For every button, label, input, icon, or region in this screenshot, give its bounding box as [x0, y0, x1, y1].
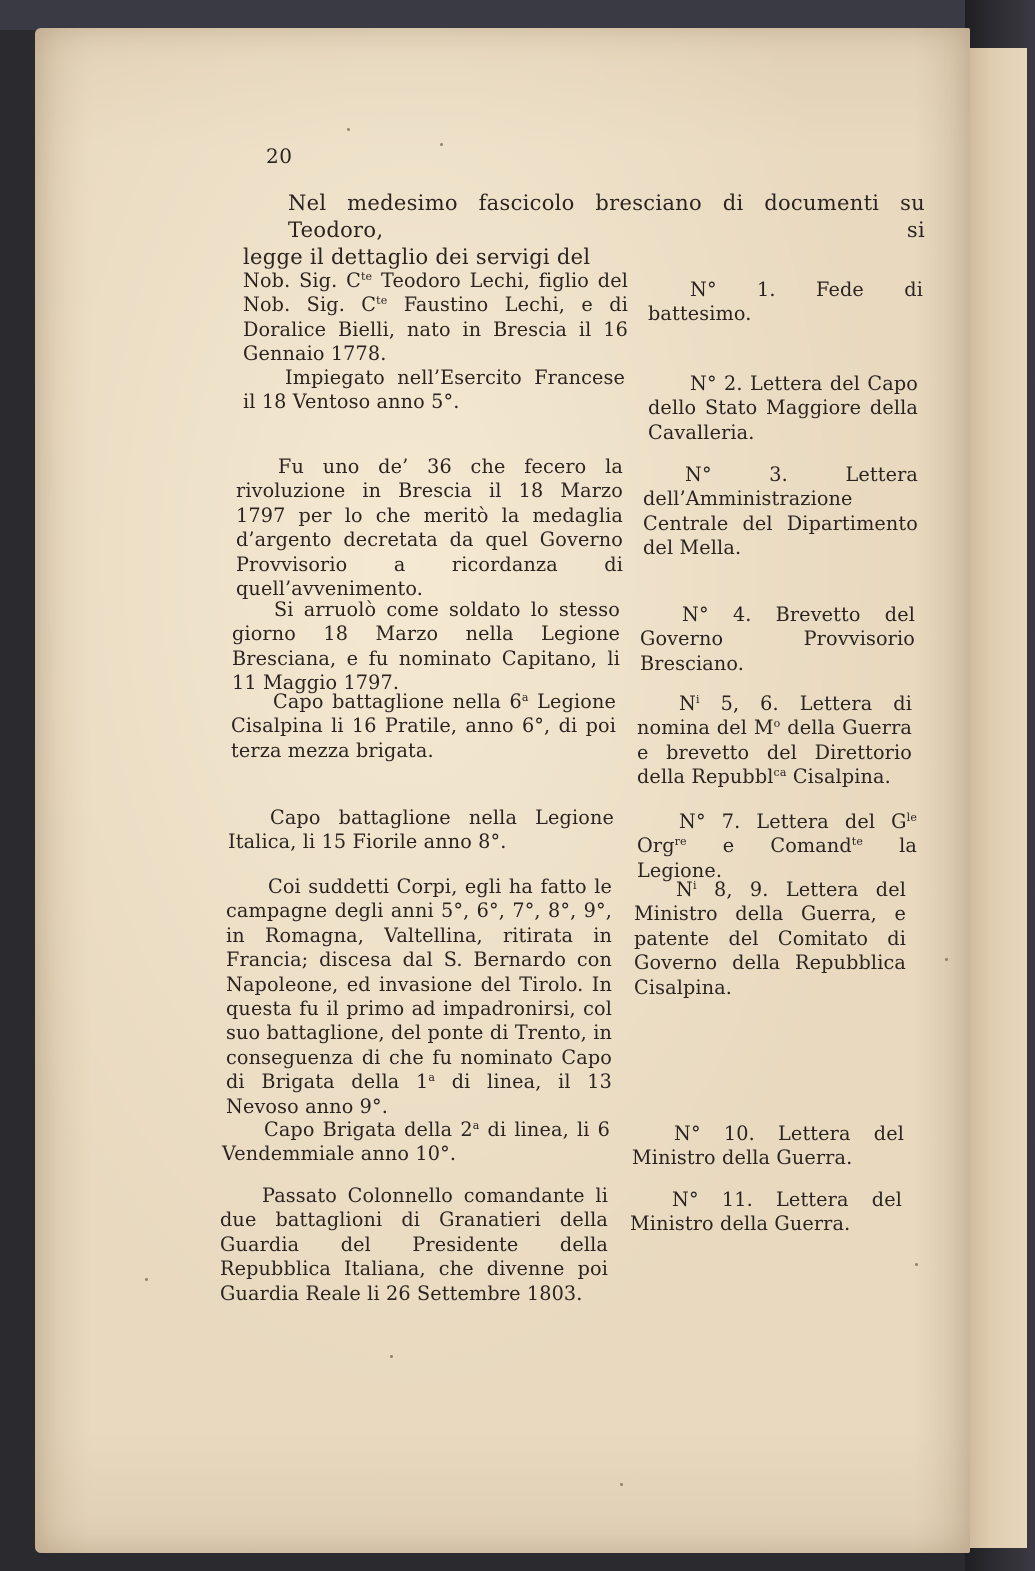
note-text: Cisalpina.	[786, 765, 891, 789]
service-entry: Capo battaglione nella Legione Italica, li 15 Fiorile anno 8°.	[228, 806, 614, 854]
intro-line-1: Nel medesimo fascicolo bresciano di documenti su Teodoro, si	[288, 191, 925, 242]
backdrop	[0, 0, 1035, 30]
document-note	[634, 878, 906, 1000]
entry-text: di linea, li 6 Vendemmiale anno 10°.	[222, 1118, 610, 1166]
note-text: 8, 9. Lettera del Ministro della Guerra, e patente del Comitato di Governo della Repubblica Cisalpina.	[634, 878, 906, 999]
document-note: N° 10. Lettera del Ministro della Guerra.	[632, 1122, 904, 1170]
adjacent-page-edge	[965, 48, 1027, 1548]
service-entry	[231, 690, 616, 763]
document-note	[637, 810, 917, 883]
note-text: N	[676, 878, 693, 901]
document-note	[637, 692, 912, 790]
note-text: della Guerra e brevetto del Direttorio della Repubbl	[637, 716, 912, 789]
entry-text: Nob. Sig. C	[243, 269, 361, 292]
superscript: ca	[773, 766, 787, 780]
superscript: re	[674, 835, 687, 849]
superscript: a	[521, 691, 529, 704]
intro-line-2: legge il dettaglio dei servigi del	[243, 245, 591, 269]
superscript: te	[360, 270, 373, 283]
document-note: N° 3. Lettera dell’Amministrazione Centrale del Dipartimento del Mella.	[643, 463, 918, 560]
service-entry: Passato Colonnello comandante li due battaglioni di Granatieri della Guardia del Presidente della Repubblica Italiana, che divenne poi Guardia Reale li 26 Settembre 1803.	[220, 1184, 608, 1305]
superscript: a	[472, 1119, 480, 1132]
superscript: te	[851, 835, 864, 849]
superscript: o	[773, 717, 781, 731]
superscript: i	[692, 879, 697, 892]
entry-text: di linea, il 13 Nevoso anno 9°.	[226, 1070, 612, 1118]
service-entry	[243, 269, 628, 367]
note-text: Org	[637, 834, 675, 858]
entry-text: Legione Cisalpina li 16 Pratile, anno 6°, di poi terza mezza brigata.	[231, 690, 616, 762]
service-entry	[226, 875, 612, 1119]
document-note: N° 2. Lettera del Capo dello Stato Maggiore della Cavalleria.	[648, 372, 918, 444]
superscript: le	[906, 811, 917, 824]
entry-text: Capo battaglione nella 6	[273, 690, 522, 713]
note-text: 5, 6. Lettera di nomina del M	[637, 692, 912, 740]
entry-text: Coi suddetti Corpi, egli ha fatto le campagne degli anni 5°, 6°, 7°, 8°, 9°, in Romagna, Valtellina, ritirata in Francia; discesa dal S. Bernardo con Napoleone, ed invasione del Tirolo. In questa fu il primo ad impadronirsi, col suo battaglione, del ponte di Trento, in conseguenza di che fu nominato Capo di Brigata della 1	[226, 875, 612, 1094]
service-entry: Si arruolò come soldato lo stesso giorno 18 Marzo nella Legione Bresciana, e fu nominato Capitano, li 11 Maggio 1797.	[232, 598, 620, 695]
service-entry: Fu uno de’ 36 che fecero la rivoluzione in Brescia il 18 Marzo 1797 per lo che meritò la medaglia d’argento decretata da quel Governo Provvisorio a ricordanza di quell’avvenimento.	[236, 455, 623, 601]
entry-text: Faustino Lechi, e di Doralice Bielli, nato in Brescia il 16 Gennaio 1778.	[243, 293, 628, 366]
note-text: e Comand	[686, 834, 852, 858]
entry-text: Teodoro Lechi, figlio del Nob. Sig. C	[243, 269, 628, 317]
note-text: la Legione.	[637, 834, 917, 882]
entry-text: Capo Brigata della 2	[264, 1118, 473, 1141]
intro-paragraph	[243, 190, 925, 271]
superscript: a	[428, 1071, 436, 1085]
page-number: 20	[266, 144, 293, 168]
document-note: N° 4. Brevetto del Governo Provvisorio Bresciano.	[640, 603, 915, 675]
note-text: N° 7. Lettera del G	[679, 810, 907, 833]
superscript: i	[695, 693, 700, 706]
document-note: N° 1. Fede di battesimo.	[648, 278, 923, 326]
service-entry	[222, 1118, 610, 1167]
document-note: N° 11. Lettera del Ministro della Guerra.	[630, 1188, 902, 1236]
note-text: N	[679, 692, 696, 715]
superscript: te	[376, 294, 388, 308]
service-entry: Impiegato nell’Esercito Francese il 18 Ventoso anno 5°.	[243, 366, 625, 414]
